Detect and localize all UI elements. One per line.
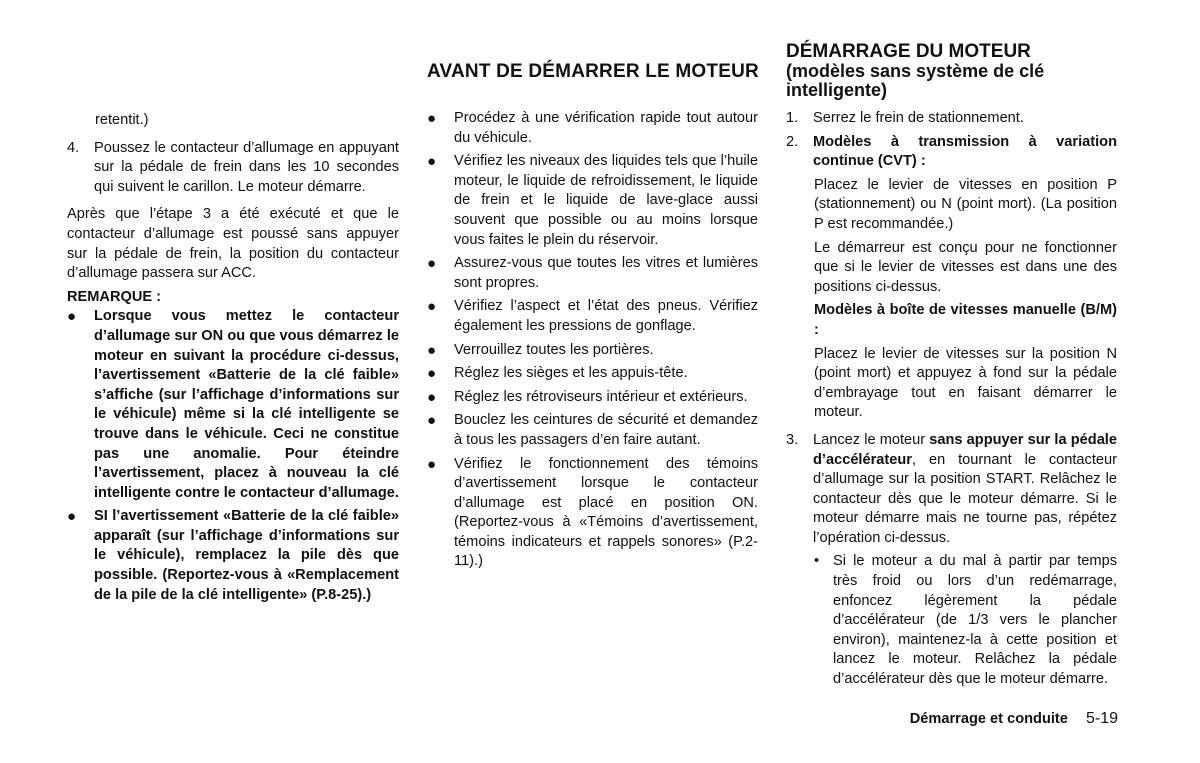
section-subheading: (modèles sans système de clé intelligente) — [786, 60, 1045, 100]
bullet-text: SI l’avertissement «Batterie de la clé faible» apparaît (sur l’affichage d’informations sur le véhicule), remplacez la pile dès que possible. (Reportez-vous à «Remplacement de la pile de la clé intelligente» (P.8-25).) — [94, 508, 399, 603]
bullet-icon: ● — [67, 308, 77, 326]
bullet-text: Procédez à une vérification rapide tout autour du véhicule. — [454, 110, 758, 146]
step-number: 3. — [786, 431, 799, 448]
bullet-text: Verrouillez toutes les portières. — [454, 341, 654, 358]
continued-text: retentit.) — [95, 112, 149, 128]
paragraph: Le démarreur est conçu pour ne fonctionner que si le levier de vitesses est dans une des positions ci-dessus. — [814, 239, 1117, 295]
bullet-text: Bouclez les ceintures de sécurité et demandez à tous les passagers d’en faire autant. — [454, 412, 758, 448]
bullet-text: Réglez les rétroviseurs intérieur et extérieurs. — [454, 388, 748, 405]
list-item — [427, 411, 758, 450]
bullet-icon: • — [814, 553, 820, 570]
remarque-label: REMARQUE : — [67, 288, 162, 305]
list-item — [67, 507, 399, 605]
list-item — [427, 455, 758, 573]
step-text: Poussez le contacteur d’allumage en appuyant sur la pédale de frein dans les 10 secondes qui suivent le carillon. Le moteur démarre. — [94, 139, 399, 195]
section-heading-block — [786, 42, 1116, 101]
list-item — [427, 297, 758, 336]
step-number: 1. — [786, 110, 799, 126]
list-item — [427, 152, 758, 250]
step-1 — [786, 109, 1117, 129]
step-number: 4. — [67, 139, 80, 156]
column-middle — [427, 109, 758, 572]
column-left — [67, 111, 399, 605]
step-2 — [786, 133, 1117, 172]
paragraph: Placez le levier de vitesses en position P (stationnement) ou N (point mort). (La position P est recommandée.) — [814, 176, 1117, 232]
step-4 — [67, 139, 399, 198]
column-right — [786, 109, 1117, 690]
bullet-icon: ● — [427, 153, 437, 171]
page-footer — [910, 710, 1118, 728]
step-text: Serrez le frein de stationnement. — [813, 110, 1024, 126]
bullet-icon: ● — [427, 255, 437, 273]
bullet-text: Vérifiez l’aspect et l’état des pneus. Vérifiez également les pressions de gonflage. — [454, 298, 758, 334]
page-number: 5-19 — [1085, 710, 1118, 727]
paragraph: Placez le levier de vitesses sur la position N (point mort) et appuyez à fond sur la pédale d’embrayage tout en faisant démarrer le moteur. — [814, 345, 1117, 421]
bullet-icon: ● — [427, 388, 437, 406]
section-heading: DÉMARRAGE DU MOTEUR — [786, 41, 1031, 62]
footer-section-title: Démarrage et conduite — [909, 711, 1068, 727]
list-item — [427, 364, 758, 384]
bullet-icon: ● — [427, 298, 437, 316]
bullet-icon: ● — [67, 508, 77, 526]
bullet-icon: ● — [427, 365, 437, 383]
bullet-text: Vérifiez les niveaux des liquides tels que l’huile moteur, le liquide de refroidissement, le liquide de frein et le liquide de lave-glace aussi souvent que possible ou au moins lorsque vous faites le plein du réservoir. — [454, 153, 758, 248]
bullet-icon: ● — [427, 110, 437, 127]
bullet-text: Lorsque vous mettez le contacteur d’allumage sur ON ou que vous démarrez le moteur en suivant la procédure ci-dessus, l’avertissement «Batterie de la clé faible» s’affiche (sur l’affichage d’informations sur le véhicule) même si la clé intelligente se trouve dans le véhicule. Ceci ne constitue pas une anomalie. Pour éteindre l’avertissement, placez à nouveau la clé intelligente contre le contacteur d’allumage. — [94, 308, 399, 501]
step-text — [813, 431, 1117, 549]
step-number: 2. — [786, 133, 799, 150]
section-heading: AVANT DE DÉMARRER LE MOTEUR — [427, 61, 759, 82]
bullet-icon: ● — [427, 412, 437, 430]
bullet-icon: ● — [427, 341, 437, 359]
list-item — [427, 388, 758, 408]
bullet-text: Réglez les sièges et les appuis-tête. — [454, 365, 688, 382]
sub-list-item — [786, 552, 1117, 689]
list-item — [427, 109, 758, 148]
paragraph: Après que l’étape 3 a été exécuté et que le contacteur d’allumage est poussé sans appuyer sur la pédale de frein, la position du contacteur d’allumage passera sur ACC. — [67, 206, 399, 282]
bullet-text: Assurez-vous que toutes les vitres et lumières sont propres. — [454, 255, 758, 291]
bullet-text: Si le moteur a du mal à partir par temps très froid ou lors d’un redémarrage, enfoncez légèrement la pédale d’accélérateur (de 1/3 vers le plancher environ), maintenez-la à cette position et lancez le moteur. Relâchez la pédale d’accélérateur dès que le moteur démarre. — [833, 553, 1117, 688]
step-title: Modèles à transmission à variation continue (CVT) : — [813, 133, 1117, 170]
list-item — [67, 307, 399, 503]
list-item — [427, 254, 758, 293]
step-text-part: , en tournant le contacteur d’allumage sur la position START. Relâchez le contacteur dès que le moteur démarre. Si le moteur démarre mais ne tourne pas, répétez l’opération ci-dessus. — [813, 451, 1117, 546]
bullet-icon: ● — [427, 455, 437, 473]
list-item — [427, 341, 758, 361]
bullet-text: Vérifiez le fonctionnement des témoins d’avertissement lorsque le contacteur d’allumage est placé en position ON. (Reportez-vous à «Témoins d’avertissement, témoins indicateurs et rappels sonores» (P.2-11).) — [454, 455, 758, 570]
step-title: Modèles à boîte de vitesses manuelle (B/M) : — [814, 302, 1117, 338]
step-text-emphasis: sans appuyer sur la pédale d’accélérateur — [813, 431, 1117, 468]
step-3 — [786, 431, 1117, 549]
step-text-part: Lancez le moteur — [813, 431, 930, 448]
